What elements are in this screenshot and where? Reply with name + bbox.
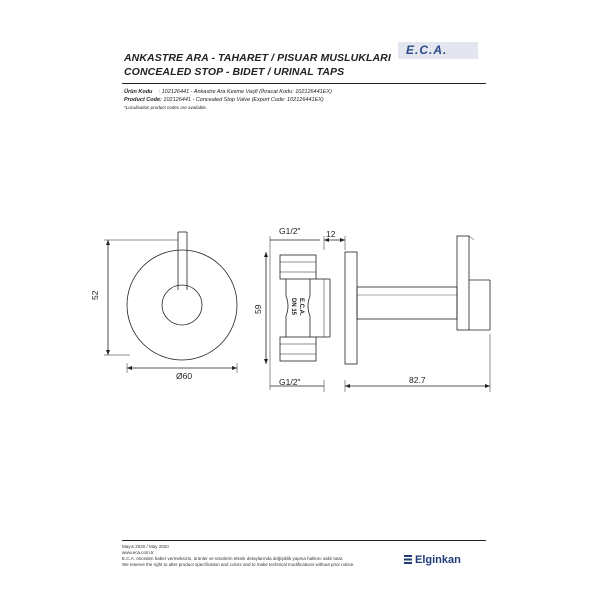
dim-diameter: Ø60 [176, 371, 193, 381]
elginkan-mark-icon [404, 555, 412, 564]
product-code-value: 102126441 - Concealed Stop Valve (Export Code: 102126441EX) [163, 97, 324, 103]
dim-thread-top: G1/2" [279, 226, 301, 236]
footer-url: www.eca.com.tr [122, 550, 154, 555]
urun-kodu-value: : 102126441 - Ankastre Ara Kesme Vaşfi (İhracat Kodu: 102126441EX) [158, 89, 332, 95]
page-title-tr: ANKASTRE ARA - TAHARET / PISUAR MUSLUKLARI [124, 52, 391, 64]
page-title-en: CONCEALED STOP - BIDET / URINAL TAPS [124, 66, 345, 78]
dim-thread-bottom: G1/2" [279, 377, 301, 387]
eca-logo-text: E.C.A. [406, 43, 448, 57]
elginkan-logo-text: Elginkan [415, 554, 461, 566]
valve-stem-circle [162, 285, 202, 325]
dim-length: 82.7 [409, 375, 426, 385]
product-code-label: Product Code: [124, 97, 162, 103]
flange-circle [127, 250, 237, 360]
footer-divider [122, 540, 486, 541]
urun-kodu-label: Ürün Kodu [124, 89, 153, 95]
dim-height-59: 59 [253, 304, 263, 314]
dim-offset-12: 12 [326, 229, 336, 239]
footer-note-tr: E.C.A. önceden haber vermeksizin, ürünler ve ürünlerin teknik detaylarında değişiklik yapma hakkını saklı tutar. [122, 556, 344, 561]
footer-date: Mayıs 2020 / May 2020 [122, 544, 169, 549]
elginkan-logo [404, 554, 461, 566]
dim-height-52: 52 [90, 290, 100, 300]
body-mark-eca: E.C.A. [298, 298, 304, 316]
body-mark-dn: DN 15 [290, 298, 296, 316]
localisation-note: *Localisation product codes are available. [124, 105, 208, 110]
footer-note-en: We reserve the right to alter product specification and colors and to make technical modifications without prior notice. [122, 562, 355, 567]
